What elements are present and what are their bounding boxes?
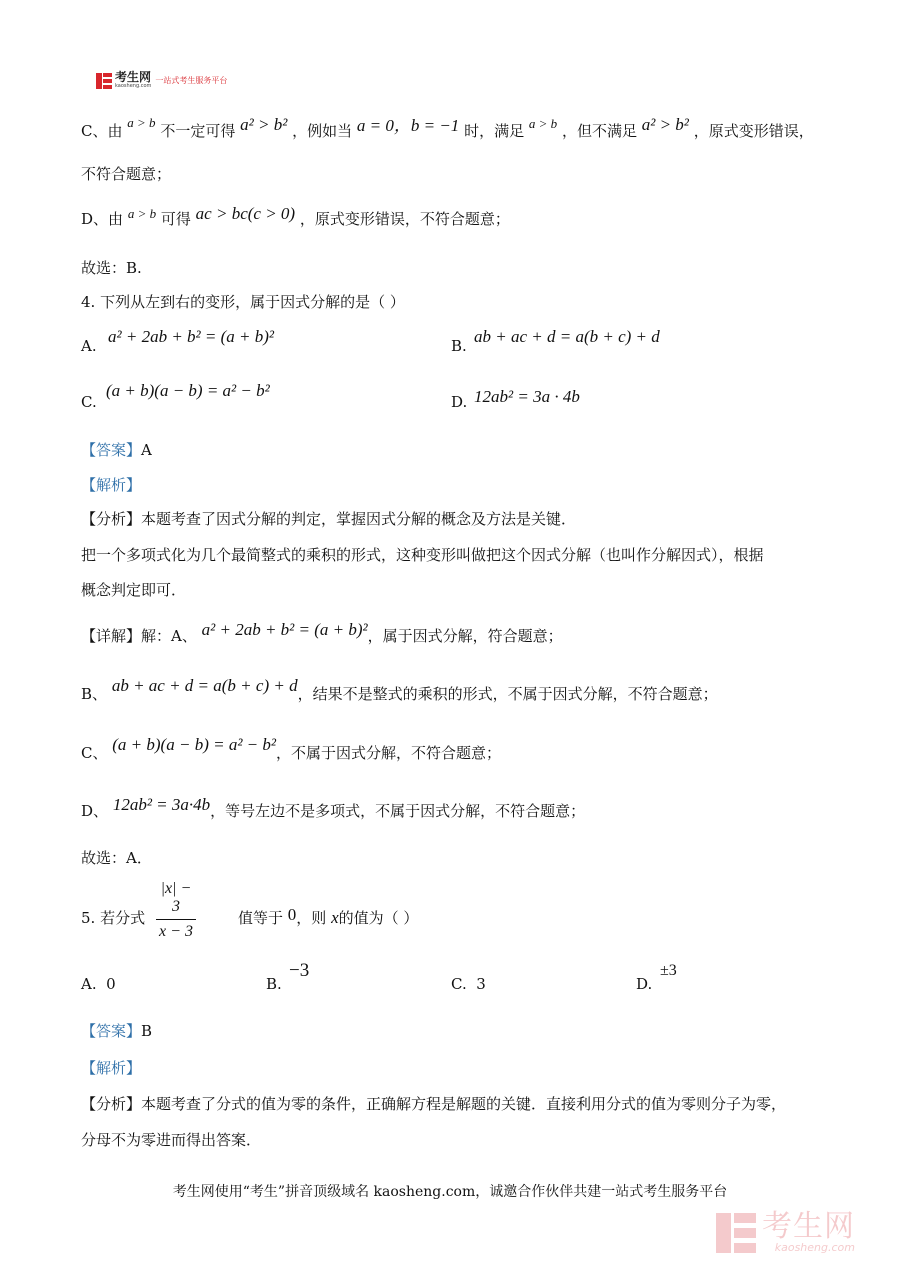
header-slogan: 一站式考生服务平台 xyxy=(155,76,228,85)
q5-answer: 【答案】B xyxy=(81,1022,153,1040)
q5-option-b-label: B. xyxy=(266,975,282,993)
q4-option-b-label: B. xyxy=(451,337,467,355)
watermark-name: 考生网 xyxy=(762,1209,855,1244)
q4-detail-b: B、 ab + ac + d = a(b + c) + d，结果不是整式的乘积的形式，不属于因式分解，不符合题意； xyxy=(81,676,718,703)
q4-option-a-label: A. xyxy=(81,337,97,355)
watermark-mark-icon xyxy=(716,1213,756,1253)
header-logo xyxy=(96,72,227,89)
q5-fenxi-line2: 分母不为零进而得出答案． xyxy=(81,1131,262,1149)
q5-option-b: −3 xyxy=(289,960,310,981)
watermark-logo xyxy=(716,1209,855,1254)
q5-option-c: C. 3 xyxy=(451,975,486,993)
page-footer: 考生网使用“考生”拼音顶级域名 kaosheng.com，诚邀合作伙伴共建一站式考生服务平台 xyxy=(172,1184,728,1200)
q4-option-c-label: C. xyxy=(81,393,97,411)
q3-c-line2: 不符合题意； xyxy=(81,165,172,183)
q4-definition-line1: 把一个多项式化为几个最简整式的乘积的形式，这种变形叫做把这个因式分解（也叫作分解因式），根据 xyxy=(81,546,764,564)
q4-detail-d: D、 12ab² = 3a·4b，等号左边不是多项式，不属于因式分解，不符合题意； xyxy=(81,795,586,820)
q4-choice: 故选：A． xyxy=(81,849,152,867)
q3-c-line1: C、由 a > b 不一定可得 a² > b² ，例如当 a = 0，b = −1 时，满足 a > b ，但不满足 a² > b² ，原式变形错误， xyxy=(81,115,814,140)
logo-domain: kaosheng.com xyxy=(115,83,152,89)
q4-detail-c: C、 (a + b)(a − b) = a² − b²，不属于因式分解，不符合题意； xyxy=(81,735,502,762)
watermark-domain: kaosheng.com xyxy=(774,1241,855,1254)
q4-analysis-tag: 【解析】 xyxy=(81,476,142,494)
q4-stem: 4. 下列从左到右的变形，属于因式分解的是（ ） xyxy=(81,293,405,311)
answer-tag: 【答案】 xyxy=(81,1022,142,1040)
q4-option-d-label: D. xyxy=(451,393,468,411)
q3-d-line: D、由 a > b 可得 ac > bc(c > 0) ，原式变形错误，不符合题意； xyxy=(81,204,510,228)
q4-fenxi: 【分析】本题考查了因式分解的判定，掌握因式分解的概念及方法是关键． xyxy=(81,510,577,528)
q3-choice: 故选：B. xyxy=(81,259,142,277)
q4-option-d: 12ab² = 3a · 4b xyxy=(474,387,580,406)
q4-detail-a: 【详解】解：A、 a² + 2ab + b² = (a + b)²，属于因式分解，符合题意； xyxy=(81,620,563,645)
q4-option-c: (a + b)(a − b) = a² − b² xyxy=(106,381,270,400)
q5-stem-rest: 值等于 0，则 x的值为（ ） xyxy=(238,905,419,927)
q5-option-a: A. 0 xyxy=(81,975,116,993)
q5-option-d: ±3 xyxy=(660,962,677,979)
logo-name: 考生网 kaosheng.com xyxy=(115,70,152,89)
q5-option-d-label: D. xyxy=(636,975,653,993)
q4-definition-line2: 概念判定即可． xyxy=(81,581,187,599)
q5-fraction-denominator: x − 3 xyxy=(159,923,193,940)
q5-stem-prefix: 5. 若分式 xyxy=(81,909,146,927)
q4-option-a: a² + 2ab + b² = (a + b)² xyxy=(108,327,274,346)
q5-analysis-tag: 【解析】 xyxy=(81,1059,142,1077)
q4-answer: 【答案】A xyxy=(81,441,152,459)
q5-fraction-numerator: |x| − 3 xyxy=(160,880,192,915)
logo-mark-icon xyxy=(96,73,112,89)
answer-tag: 【答案】 xyxy=(81,441,142,459)
q5-fraction xyxy=(156,880,196,941)
q5-fenxi-line1: 【分析】本题考查了分式的值为零的条件，正确解方程是解题的关键．直接利用分式的值为零则分子为零， xyxy=(81,1095,787,1113)
q4-option-b: ab + ac + d = a(b + c) + d xyxy=(474,327,660,346)
